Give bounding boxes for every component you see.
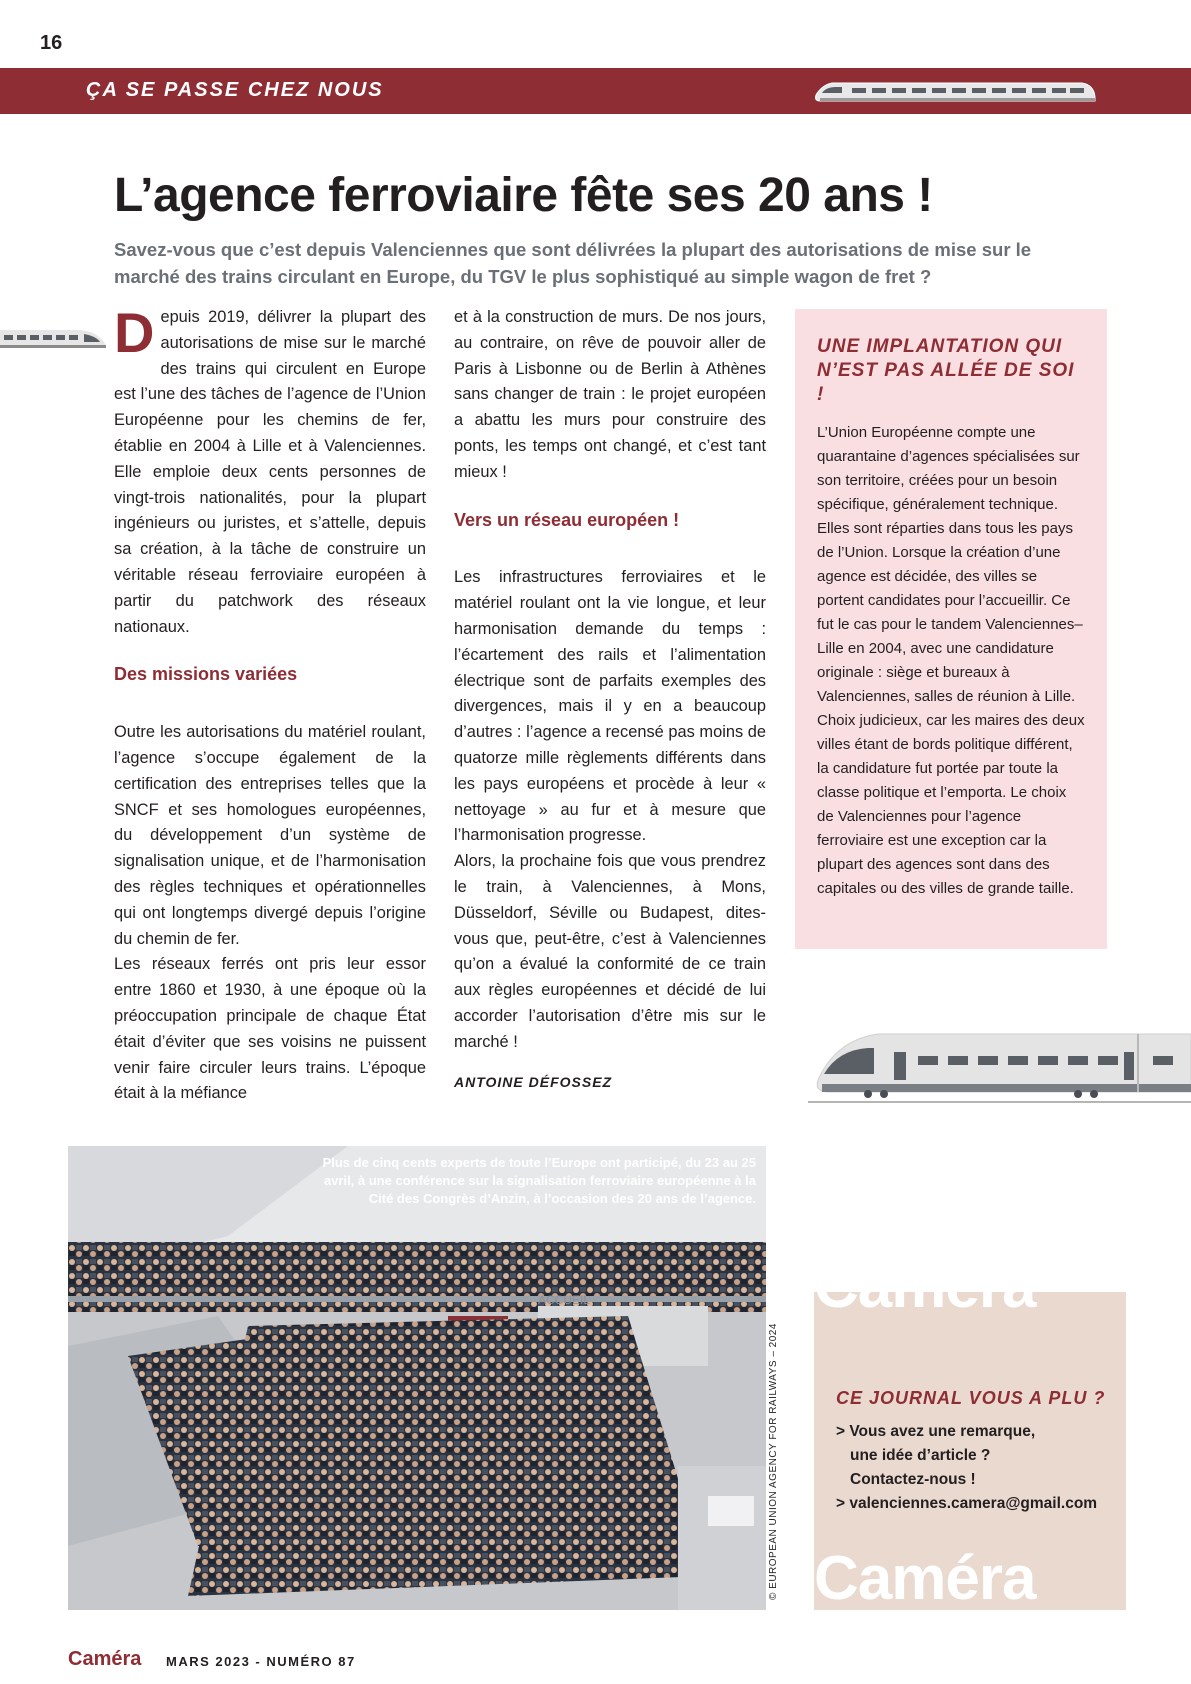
footer-issue: MARS 2023 - NUMÉRO 87 <box>166 1654 356 1669</box>
article-headline: L’agence ferroviaire fête ses 20 ans ! <box>114 169 933 222</box>
promo-text <box>836 1420 1097 1516</box>
accueil-sign: ACCUEIL <box>538 1293 591 1307</box>
side-train-icon <box>0 322 108 352</box>
promo-title: CE JOURNAL VOUS A PLU ? <box>836 1388 1106 1408</box>
conference-photo-illustration <box>68 1146 766 1610</box>
big-train-illustration <box>808 1018 1191 1104</box>
subhead-missions: Des missions variées <box>114 664 298 685</box>
sidebar-title: UNE IMPLANTATION QUI N’EST PAS ALLÉE DE SOI ! <box>817 336 1075 405</box>
promo-wordmark-top: Caméra <box>814 1252 1036 1321</box>
article-intro <box>114 301 426 640</box>
promo-wordmark-bottom: Caméra <box>814 1544 1036 1613</box>
sidebar-box <box>795 309 1107 949</box>
paragraph-certifications: Outre les autorisations du matériel roulant, l’agence s’occupe également de la certification des entreprises telles que la SNCF et ses homologues européennes, du développement d’un système de signalisation unique, et de l’harmonisation des règles techniques et opérationnelles qui ont longtemps divergé depuis l’origine du chemin de fer. <box>114 723 426 948</box>
photo-caption: Plus de cinq cents experts de toute l’Europe ont participé, du 23 au 25 avril, à une conférence sur la signalisation ferroviaire européenne à la Cité des Congrès d’Anzin, à l’occasion des 20 ans de l’agence. <box>322 1155 756 1206</box>
article-column-2 <box>454 305 766 1095</box>
sidebar-paragraph-2: Elles sont réparties dans tous les pays de l’Union. Lorsque la création d’une agence est décidée, des villes se portent candidates pour l’accueillir. Ce fut le cas pour le tandem Valenciennes–Lille en 2004, avec une candidature originale : siège et bureaux à Valenciennes, salles de réunion à Lille. Choix judicieux, car les maires des deux villes étant de bords politique différent, la candidature fut portée par toute la classe politique et l’emporta. Le choix de Valenciennes pour l’agence ferroviaire est une exception car la plupart des agences sont dans des capitales ou des villes de grande taille. <box>817 520 1085 897</box>
train-icon <box>812 77 1096 105</box>
page-number: 16 <box>40 32 63 54</box>
photo-credit: © EUROPEAN UNION AGENCY FOR RAILWAYS – 2024 <box>768 1323 779 1600</box>
group-photo <box>68 1146 766 1610</box>
paragraph-walls: et à la construction de murs. De nos jours, au contraire, on rêve de pouvoir aller de Paris à Lisbonne ou de Berlin à Athènes sans changer de train : le projet européen a abattu les murs pour construire des ponts, les temps ont changé, et c’est tant mieux ! <box>454 308 766 481</box>
promo-email-link[interactable]: > valenciennes.camera@gmail.com <box>836 1495 1098 1512</box>
paragraph-history: Les réseaux ferrés ont pris leur essor entre 1860 et 1930, à une époque où la préoccupation principale de chaque État était d’éviter que ses voisins ne puissent venir faire circuler leurs trains. L’époque était à la méfiance <box>114 955 426 1103</box>
drop-cap: D <box>114 301 155 364</box>
intro-text: epuis 2019, délivrer la plupart des autorisations de mise sur le marché des trains qui circulent en Europe est l’une des tâches de l’agence de l’Union Européenne pour les chemins de fer, établie en 2004 à Lille et à Valenciennes. Elle emploie deux cents personnes de vingt-trois nationalités, pour la plupart ingénieurs ou juristes, et s’attelle, depuis sa création, à la tâche de construire un véritable réseau ferroviaire européen à partir du patchwork des réseaux nationaux. <box>114 308 426 636</box>
promo-line-idea: une idée d’article ? <box>850 1447 991 1464</box>
section-label: ÇA SE PASSE CHEZ NOUS <box>86 79 384 101</box>
article-author: ANTOINE DÉFOSSEZ <box>454 1073 613 1090</box>
footer-brand: Caméra <box>68 1648 142 1670</box>
article-standfirst: Savez-vous que c’est depuis Valenciennes que sont délivrées la plupart des autorisations de mise sur le marché des trains circulant en Europe, du TGV le plus sophistiqué au simple wagon de fret ? <box>114 239 1032 287</box>
paragraph-infrastructure: Les infrastructures ferroviaires et le matériel roulant ont la vie longue, et leur harmonisation demande du temps : l’écartement des rails et l’alimentation électrique sont de parfaits exemples des divergences, mais il y en a beaucoup d’autres : l’agence a recensé pas moins de quatorze mille règlements différents dans les pays européens et procède à leur « nettoyage » au fur et à mesure que l’harmonisation progresse. <box>454 568 766 845</box>
section-banner <box>0 68 1191 114</box>
sidebar-paragraph-1: L’Union Européenne compte une quarantaine d’agences spécialisées sur son territoire, créées pour un besoin spécifique, généralement technique. <box>817 424 1080 513</box>
promo-line-remark: > Vous avez une remarque, <box>836 1423 1036 1440</box>
subhead-network: Vers un réseau européen ! <box>454 509 680 530</box>
promo-box <box>814 1252 1126 1613</box>
paragraph-conclusion: Alors, la prochaine fois que vous prendrez le train, à Valenciennes, à Mons, Düsseldorf, Séville ou Budapest, dites-vous que, peut-être, c’est à Valenciennes qu’on a évalué la conformité de ce train aux règles européennes et décidé de lui accorder l’autorisation d’être mis sur le marché ! <box>454 852 766 1051</box>
article-column-1 <box>114 301 426 1107</box>
promo-line-contact: Contactez-nous ! <box>850 1471 976 1488</box>
